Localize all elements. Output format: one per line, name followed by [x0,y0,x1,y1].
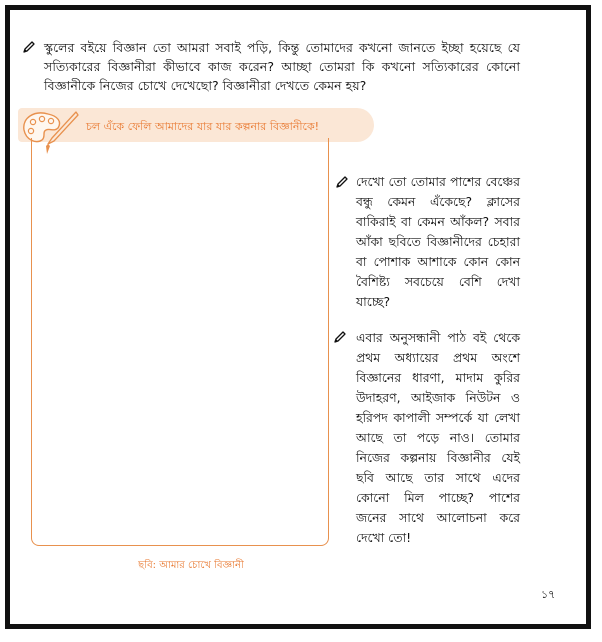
pencil-icon [22,40,36,54]
drawing-area [31,138,329,546]
side-note-reading: এবার অনুসন্ধানী পাঠ বই থেকে প্রথম অধ্যায়ের প্রথম অংশে বিজ্ঞানের ধারণা, মাদাম কুরির উদাহরণ, আইজাক নিউটন ও হরিপদ কাপালী সম্পর্কে যা লেখা আছে তা পড়ে নাও। তোমার নিজের কল্পনায় বিজ্ঞানীর যেই ছবি আছে তার সাথে এদের কোনো মিল পাচ্ছে? পাশের জনের সাথে আলোচনা করে দেখো তো! [356,330,520,545]
intro-paragraph: স্কুলের বইয়ে বিজ্ঞান তো আমরা সবাই পড়ি, কিন্তু তোমাদের কখনো জানতে ইচ্ছা হয়েছে যে সত্যিকারের বিজ্ঞানীরা কীভাবে কাজ করেন? আচ্ছা তোমরা কি কখনো সত্যিকারের কোনো বিজ্ঞানীকে নিজের চোখে দেখেছো? বিজ্ঞানীরা দেখতে কেমন হয়? [44,40,520,93]
pencil-icon [335,175,349,189]
page-number: ১৭ [541,588,556,601]
side-note-compare: দেখো তো তোমার পাশের বেঞ্চের বন্ধু কেমন এঁকেছে? ক্লাসের বাকিরাই বা কেমন আঁকল? সবার আঁকা ছবিতে বিজ্ঞানীদের চেহারা বা পোশাক আশাকে কোন কোন বৈশিষ্ট্য সবচেয়ে বেশি দেখা যাচ্ছে? [356,174,520,309]
activity-banner-text: চল এঁকে ফেলি আমাদের যার যার কল্পনার বিজ্ঞানীকে! [86,120,320,133]
drawing-caption: ছবি: আমার চোখে বিজ্ঞানী [138,560,244,571]
pencil-icon [333,330,347,344]
